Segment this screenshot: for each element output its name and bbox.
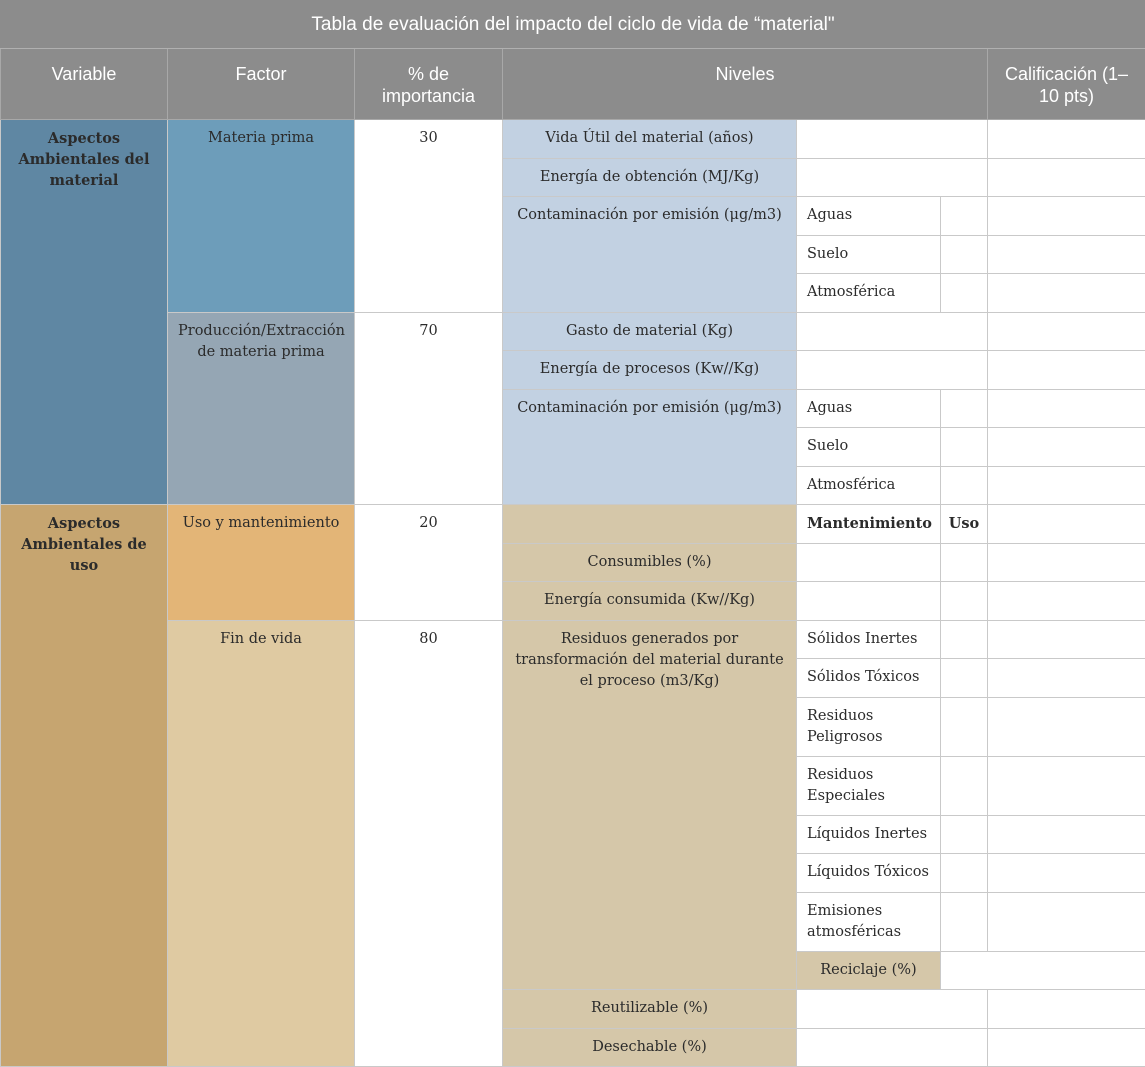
level-desechable: Desechable (%) (503, 1028, 797, 1067)
score-cell[interactable] (988, 158, 1145, 197)
sublevel-solidos-inertes: Sólidos Inertes (797, 620, 941, 659)
score-cell[interactable] (988, 505, 1145, 544)
value-cell[interactable] (941, 951, 1145, 990)
header-niveles: Niveles (503, 49, 988, 120)
value-cell[interactable] (797, 543, 941, 582)
score-cell[interactable] (988, 274, 1145, 313)
value-cell[interactable] (941, 659, 988, 698)
sublevel-suelo: Suelo (797, 235, 941, 274)
sublevel-residuos-especiales: Residuos Especiales (797, 756, 941, 815)
level-reutilizable: Reutilizable (%) (503, 990, 797, 1029)
score-cell[interactable] (988, 428, 1145, 467)
value-cell[interactable] (797, 990, 988, 1029)
value-cell[interactable] (941, 235, 988, 274)
level-vida-util: Vida Útil del material (años) (503, 120, 797, 159)
factor-materia-prima: Materia prima (168, 120, 355, 313)
variable-uso: Aspectos Ambientales de uso (1, 505, 168, 1067)
score-cell[interactable] (988, 697, 1145, 756)
factor-produccion: Producción/Extracción de materia prima (168, 312, 355, 505)
value-cell[interactable] (797, 158, 988, 197)
sublevel-uso: Uso (941, 505, 988, 544)
score-cell[interactable] (988, 543, 1145, 582)
level-reciclaje: Reciclaje (%) (797, 951, 941, 990)
value-cell[interactable] (941, 543, 988, 582)
score-cell[interactable] (988, 620, 1145, 659)
header-importancia: % de importancia (355, 49, 503, 120)
value-cell[interactable] (941, 815, 988, 854)
sublevel-emisiones: Emisiones atmosféricas (797, 892, 941, 951)
value-cell[interactable] (941, 197, 988, 236)
sublevel-liquidos-toxicos: Líquidos Tóxicos (797, 854, 941, 893)
value-cell[interactable] (797, 351, 988, 390)
score-cell[interactable] (988, 312, 1145, 351)
factor-fin-vida: Fin de vida (168, 620, 355, 1067)
sublevel-atmosferica: Atmosférica (797, 274, 941, 313)
level-contaminacion: Contaminación por emisión (μg/m3) (503, 197, 797, 313)
score-cell[interactable] (988, 389, 1145, 428)
score-cell[interactable] (988, 892, 1145, 951)
level-energia-obtencion: Energía de obtención (MJ/Kg) (503, 158, 797, 197)
value-cell[interactable] (797, 582, 941, 621)
score-cell[interactable] (988, 1028, 1145, 1067)
score-cell[interactable] (988, 990, 1145, 1029)
level-gasto-material: Gasto de material (Kg) (503, 312, 797, 351)
value-cell[interactable] (941, 274, 988, 313)
header-calificacion: Calificación (1–10 pts) (988, 49, 1145, 120)
value-cell[interactable] (797, 1028, 988, 1067)
pct-fin-vida: 80 (355, 620, 503, 1067)
header-variable: Variable (1, 49, 168, 120)
score-cell[interactable] (988, 815, 1145, 854)
sublevel-liquidos-inertes: Líquidos Inertes (797, 815, 941, 854)
sublevel-atmosferica: Atmosférica (797, 466, 941, 505)
score-cell[interactable] (988, 235, 1145, 274)
sublevel-mantenimiento: Mantenimiento (797, 505, 941, 544)
score-cell[interactable] (988, 582, 1145, 621)
score-cell[interactable] (988, 659, 1145, 698)
score-cell[interactable] (988, 197, 1145, 236)
value-cell[interactable] (797, 120, 988, 159)
value-cell[interactable] (797, 312, 988, 351)
value-cell[interactable] (941, 892, 988, 951)
table-title: Tabla de evaluación del impacto del ciclo de vida de “material" (1, 1, 1145, 49)
value-cell[interactable] (941, 466, 988, 505)
variable-material: Aspectos Ambientales del material (1, 120, 168, 505)
score-cell[interactable] (988, 854, 1145, 893)
header-factor: Factor (168, 49, 355, 120)
pct-produccion: 70 (355, 312, 503, 505)
score-cell[interactable] (988, 756, 1145, 815)
value-cell[interactable] (941, 854, 988, 893)
score-cell[interactable] (988, 120, 1145, 159)
level-energia-consumida: Energía consumida (Kw//Kg) (503, 582, 797, 621)
sublevel-solidos-toxicos: Sólidos Tóxicos (797, 659, 941, 698)
value-cell[interactable] (941, 428, 988, 467)
value-cell[interactable] (941, 582, 988, 621)
value-cell[interactable] (941, 697, 988, 756)
value-cell[interactable] (941, 389, 988, 428)
level-residuos: Residuos generados por transformación del material durante el proceso (m3/Kg) (503, 620, 797, 990)
factor-uso-mantenimiento: Uso y mantenimiento (168, 505, 355, 621)
level-consumibles: Consumibles (%) (503, 543, 797, 582)
level-blank (503, 505, 797, 544)
pct-materia-prima: 30 (355, 120, 503, 313)
sublevel-aguas: Aguas (797, 197, 941, 236)
value-cell[interactable] (941, 620, 988, 659)
level-contaminacion: Contaminación por emisión (μg/m3) (503, 389, 797, 505)
level-energia-procesos: Energía de procesos (Kw//Kg) (503, 351, 797, 390)
sublevel-residuos-peligrosos: Residuos Peligrosos (797, 697, 941, 756)
score-cell[interactable] (988, 466, 1145, 505)
pct-uso-mantenimiento: 20 (355, 505, 503, 621)
sublevel-aguas: Aguas (797, 389, 941, 428)
sublevel-suelo: Suelo (797, 428, 941, 467)
score-cell[interactable] (988, 351, 1145, 390)
value-cell[interactable] (941, 756, 988, 815)
